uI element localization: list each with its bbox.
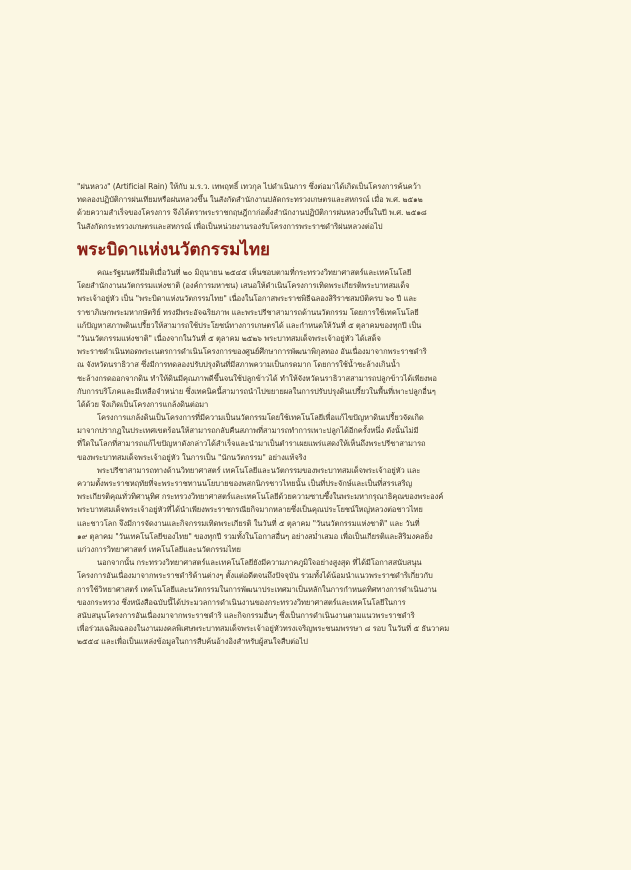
intro-line: ด้วยความสำเร็จของโครงการ จึงได้ตราพระราชกฤษฎีกาก่อตั้งสำนักงานปฏิบัติการฝนหลวงขึ้นในปี พ.ศ. ๒๕๑๘ (77, 208, 427, 218)
paragraph-line: ณ จังหวัดนราธิวาส ซึ่งมีการทดลองปรับปรุงดินที่มีสภาพความเป็นกรดมาก โดยการใช้น้ำชะล้างเกินน้ำ (77, 360, 400, 370)
paragraph-line: มาจากปรากฏในประเทศเขตร้อนให้สามารถกลับคืนสภาพที่สามารถทำการเพาะปลูกได้อีกครั้งหนึ่ง ดังนั้นไม่มี (77, 426, 419, 436)
intro-paragraph (77, 180, 555, 233)
paragraph-line: ๒๕๕๔ และเพื่อเป็นแหล่งข้อมูลในการสืบค้นอ้างอิงสำหรับผู้สนใจสืบต่อไป (77, 637, 308, 647)
paragraph-line: โดยสำนักงานนวัตกรรมแห่งชาติ (องค์การมหาชน) เสนอให้ดำเนินโครงการเทิดพระเกียรติพระบาทสมเด็จ (77, 281, 410, 291)
paragraph-line: โครงการอันเนื่องมาจากพระราชดำริด้านต่างๆ ตั้งแต่อดีตจนถึงปัจจุบัน รวมทั้งได้น้อมนำแนวพระราชดำริเกี่ยวกับ (77, 571, 433, 581)
paragraph-line: "วันนวัตกรรมแห่งชาติ" เนื่องจากในวันที่ ๕ ตุลาคม ๒๕๒๖ พระบาทสมเด็จพระเจ้าอยู่หัว ได้เสด็จ (77, 333, 381, 343)
paragraph-line: ความตั้งพระราชหฤทัยที่จะพระราชทานนโยบายของพสกนิกรชาวไทยนั้น เป็นที่ประจักษ์และเป็นที่สรรเสริญ (77, 479, 413, 488)
paragraph-first-line: คณะรัฐมนตรีมีมติเมื่อวันที่ ๒๐ มิถุนายน ๒๕๔๕ เห็นชอบตามที่กระทรวงวิทยาศาสตร์และเทคโนโลยี (97, 268, 412, 277)
paragraph-line: ได้ด้วย จึงเกิดเป็นโครงการแกล้งดินต่อมา (77, 399, 209, 409)
paragraph-line: สนับสนุนโครงการอันเนื่องมาจากพระราชดำริ และกิจกรรมอื่นๆ ซึ่งเป็นการดำเนินงานตามแนวพระราชดำริ (77, 610, 415, 620)
paragraph-first-line: พระปรีชาสามารถทางด้านวิทยาศาสตร์ เทคโนโลยีและนวัตกรรมของพระบาทสมเด็จพระเจ้าอยู่หัว และ (97, 465, 421, 475)
paragraph-line: ที่ใดในโลกที่สามารถแก้ไขปัญหาดังกล่าวได้สำเร็จและนำมาเป็นตำราเผยแพร่แสดงให้เห็นถึงพระปรีชาสามารถ (77, 439, 426, 449)
intro-line: ทดลองปฏิบัติการฝนเทียมหรือฝนหลวงขึ้น ในสังกัดสำนักงานปลัดกระทรวงเกษตรและสหกรณ์ เมื่อ พ.ศ. ๒๕๑๒ (77, 195, 423, 205)
paragraph-line: พระเจ้าอยู่หัว เป็น "พระบิดาแห่งนวัตกรรมไทย" เนื่องในโอกาสพระราชพิธีฉลองสิริราชสมบัติครบ ๖๐ ปี และ (77, 294, 417, 304)
paragraph-line: ราชาภิเษกพระมหากษัตริย์ ทรงมีพระอัจฉริยภาพ และพระปรีชาสามารถด้านนวัตกรรม โดยการใช้เทคโนโลยี (77, 307, 419, 317)
paragraph-line: พระราชดำเนินทอดพระเนตรการดำเนินโครงการของศูนย์ศึกษาการพัฒนาพิกุลทอง อันเนื่องมาจากพระราชดำริ (77, 347, 427, 357)
intro-line: ในสังกัดกระทรวงเกษตรและสหกรณ์ เพื่อเป็นหน่วยงานรองรับโครงการพระราชดำริฝนหลวงต่อไป (77, 221, 383, 231)
paragraph-first-line: นอกจากนั้น กระทรวงวิทยาศาสตร์และเทคโนโลยียังมีความภาคภูมิใจอย่างสูงสุด ที่ได้มีโอกาสสนับสนุน (97, 558, 422, 568)
paragraph-line: พระเกียรติคุณทั่วทิศานุทิศ กระทรวงวิทยาศาสตร์และเทคโนโลยีด้วยความซาบซึ้งในพระมหากรุณาธิคุณของพระองค์ (77, 492, 444, 502)
paragraph-line: เพื่อร่วมเฉลิมฉลองในงานมงคลพิเศษพระบาทสมเด็จพระเจ้าอยู่หัวทรงเจริญพระชนมพรรษา ๘ รอบ ในวันที่ ๕ ธันวาคม (77, 624, 450, 634)
body-text (77, 266, 555, 648)
paragraph-line: และชาวโลก จึงมีการจัดงานและกิจกรรมเทิดพระเกียรติ ในวันที่ ๕ ตุลาคม "วันนวัตกรรมแห่งชาติ" และ วันที่ (77, 518, 420, 528)
paragraph-line: ของพระบาทสมเด็จพระเจ้าอยู่หัว ในการเป็น "นักนวัตกรรม" อย่างแท้จริง (77, 452, 307, 462)
paragraph-line: ชะล้างกรดออกจากดิน ทำให้ดินมีคุณภาพดีขึ้นจนใช้ปลูกข้าวได้ ทำให้จังหวัดนราธิวาสสามารถปลูกข้าวได้เพียงพอ (77, 373, 437, 383)
paragraph-line: การใช้วิทยาศาสตร์ เทคโนโลยีและนวัตกรรมในการพัฒนาประเทศมาเป็นหลักในการกำหนดทิศทางการดำเนินงาน (77, 584, 437, 594)
paragraph-line: ของกระทรวง ซึ่งหนังสือฉบับนี้ได้ประมวลการดำเนินงานของกระทรวงวิทยาศาสตร์และเทคโนโลยีในการ (77, 597, 406, 607)
paragraph-first-line: โครงการแกล้งดินเป็นโครงการที่มีความเป็นนวัตกรรมโดยใช้เทคโนโลยีเพื่อแก้ไขปัญหาดินเปรี้ยวจัดเกิด (97, 413, 424, 423)
paragraph-line: พระบาทสมเด็จพระเจ้าอยู่หัวที่ได้นำเพียงพระราชกรณียกิจมากหลายซึ่งเป็นคุณประโยชน์ใหญ่หลวงต่อชาวไทย (77, 505, 423, 515)
paragraph-line: แก้ปัญหาสภาพดินเปรี้ยวให้สามารถใช้ประโยชน์ทางการเกษตรได้ และกำหนดให้วันที่ ๕ ตุลาคมของทุกปี เป็น (77, 320, 422, 330)
paragraph-line: กับการบริโภคและมีเหลือจำหน่าย ซึ่งเทคนิคนี้สามารถนำไปขยายผลในการปรับปรุงดินเปรี้ยวในพื้นที่เพาะปลูกอื่นๆ (77, 386, 436, 396)
paragraph-line: ๑๙ ตุลาคม "วันเทคโนโลยีของไทย" ของทุกปี รวมทั้งในโอกาสอื่นๆ อย่างสม่ำเสมอ เพื่อเป็นเกียรติและสิริมงคลยิ่ง (77, 531, 433, 541)
intro-line: "ฝนหลวง" (Artificial Rain) ให้กับ ม.ร.ว. เทพฤทธิ์ เทวกุล ไปดำเนินการ ซึ่งต่อมาได้เกิดเป็นโครงการค้นคว้า (77, 182, 421, 191)
section-heading: พระบิดาแห่งนวัตกรรมไทย (77, 240, 270, 260)
paragraph-line: แก่วงการวิทยาศาสตร์ เทคโนโลยีและนวัตกรรมไทย (77, 544, 241, 554)
